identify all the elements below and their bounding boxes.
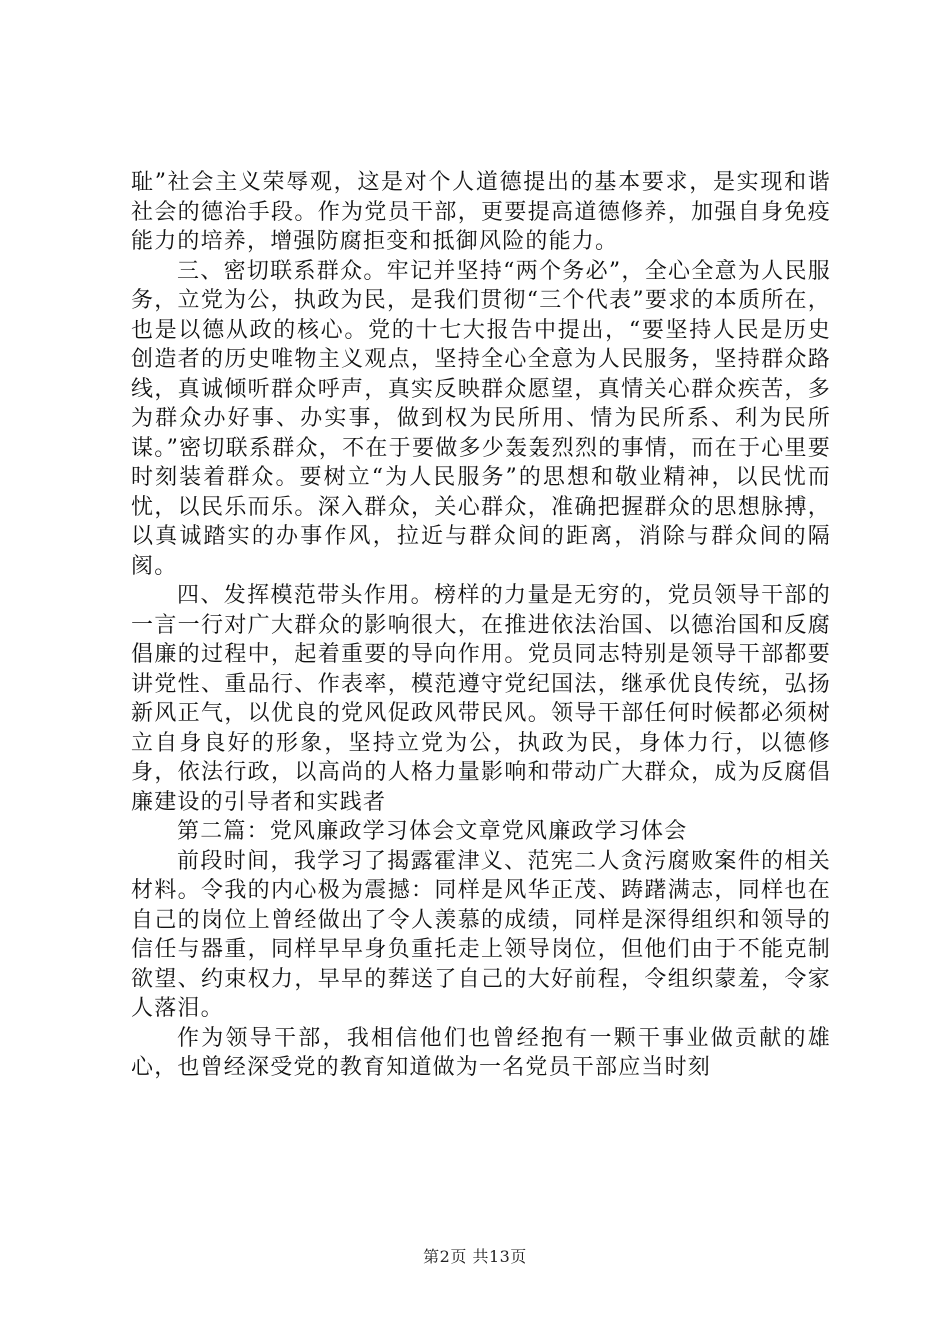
- paragraph-article-2-body: 作为领导干部，我相信他们也曾经抱有一颗干事业做贡献的雄心，也曾经深受党的教育知道做为一名党员干部应当时刻: [131, 1025, 831, 1080]
- page-number: 第2页 共13页: [423, 1247, 527, 1266]
- page-footer: [0, 1244, 950, 1267]
- paragraph-section-3: 三、密切联系群众。牢记并坚持“两个务必”，全心全意为人民服务，立党为公，执政为民，是我们贯彻“三个代表”要求的本质所在，也是以德从政的核心。党的十七大报告中提出，“要坚持人民是历史创造者的历史唯物主义观点，坚持全心全意为人民服务，坚持群众路线，真诚倾听群众呼声，真实反映群众愿望，真情关心群众疾苦，多为群众办好事、办实事，做到权为民所用、情为民所系、利为民所谋。”密切联系群众，不在于要做多少轰轰烈烈的事情，而在于心里要时刻装着群众。要树立“为人民服务”的思想和敬业精神，以民忧而忧，以民乐而乐。深入群众，关心群众，准确把握群众的思想脉搏，以真诚踏实的办事作风，拉近与群众间的距离，消除与群众间的隔阂。: [131, 258, 831, 579]
- paragraph-continuation: 耻”社会主义荣辱观，这是对个人道德提出的基本要求，是实现和谐社会的德治手段。作为党员干部，更要提高道德修养，加强自身免疫能力的培养，增强防腐拒变和抵御风险的能力。: [131, 170, 831, 254]
- paragraph-section-4: 四、发挥模范带头作用。榜样的力量是无穷的，党员领导干部的一言一行对广大群众的影响很大，在推进依法治国、以德治国和反腐倡廉的过程中，起着重要的导向作用。党员同志特别是领导干部都要讲党性、重品行、作表率，模范遵守党纪国法，继承优良传统，弘扬新风正气，以优良的党风促政风带民风。领导干部任何时候都必须树立自身良好的形象，坚持立党为公，执政为民，身体力行，以德修身，依法行政，以高尚的人格力量影响和带动广大群众，成为反腐倡廉建设的引导者和实践者: [131, 583, 831, 815]
- paragraph-article-2-intro: 前段时间，我学习了揭露霍津义、范宪二人贪污腐败案件的相关材料。令我的内心极为震撼：同样是风华正茂、踌躇满志，同样也在自己的岗位上曾经做出了令人羡慕的成绩，同样是深得组织和领导的信任与器重，同样早早身负重托走上领导岗位，但他们由于不能克制欲望、约束权力，早早的葬送了自己的大好前程，令组织蒙羞，令家人落泪。: [131, 848, 831, 1021]
- article-2-heading: 第二篇：党风廉政学习体会文章党风廉政学习体会: [177, 819, 688, 844]
- document-body: [131, 168, 831, 1083]
